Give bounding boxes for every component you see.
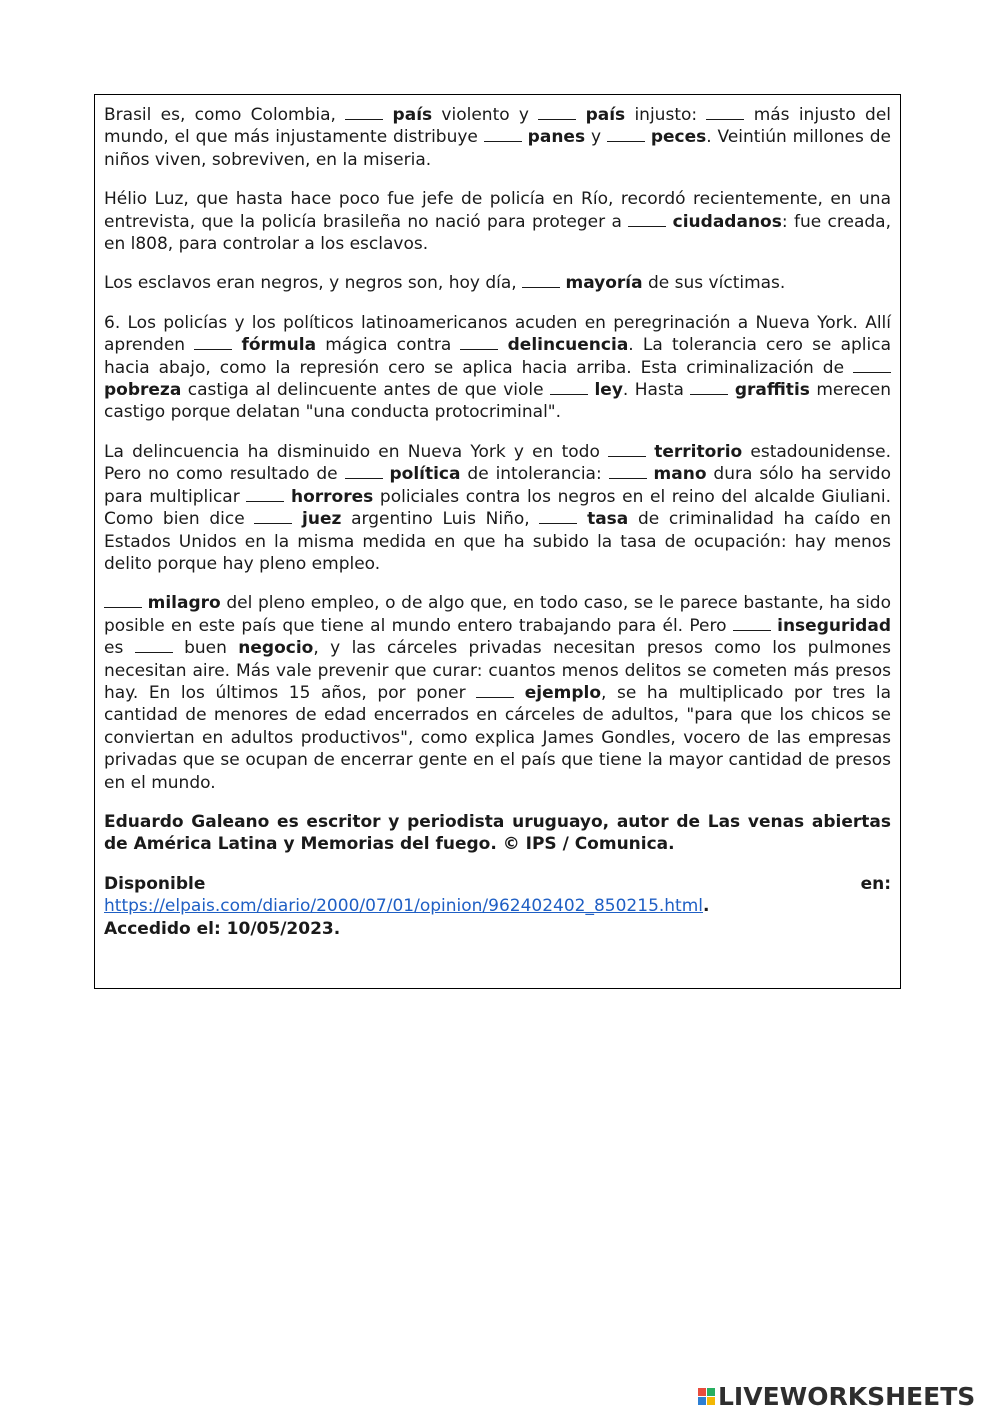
blank-field[interactable] [345, 118, 383, 120]
blank-field[interactable] [460, 348, 498, 350]
blank-field[interactable] [246, 500, 284, 502]
keyword: ciudadanos [672, 211, 782, 232]
keyword: juez [302, 509, 342, 530]
keyword: inseguridad [777, 615, 891, 636]
keyword: panes [527, 127, 586, 148]
paragraph-5: La delincuencia ha disminuido en Nueva York y en todo territorio estadounidense. Pero no como resultado de política de intolerancia: mano dura sólo ha servido para multiplicar horrores policiales contra los negros en el reino del alcalde Giuliani. Como bien dice juez argentino Luis Niño, tasa de criminalidad ha caído en Estados Unidos en la misma medida en que ha subido la tasa de ocupación: hay menos delito porque hay pleno empleo. [104, 441, 892, 574]
keyword: fórmula [241, 335, 317, 356]
paragraph-4: 6. Los policías y los políticos latinoamericanos acuden en peregrinación a Nueva York. Allí aprenden fórmula mágica contra delincuencia. La tolerancia cero se aplica hacia abajo, como la represión cero se aplica hacia arriba. Esta criminalización de pobreza castiga al delincuente antes de que viole ley. Hasta graffitis merecen castigo porque delatan "una conducta protocriminal". [104, 312, 892, 423]
logo-square-icon [698, 1388, 706, 1396]
keyword: negocio [238, 638, 314, 659]
keyword: peces [650, 127, 707, 148]
logo-square-icon [707, 1397, 715, 1405]
blank-field[interactable] [733, 629, 771, 631]
blank-field[interactable] [476, 696, 514, 698]
keyword: mayoría [565, 273, 643, 294]
logo-mark-icon [698, 1388, 715, 1405]
blank-field[interactable] [194, 348, 232, 350]
keyword: graffitis [734, 380, 810, 401]
blank-field[interactable] [345, 477, 383, 479]
source-link-line: https://elpais.com/diario/2000/07/01/opinion/962402402_850215.html. [104, 896, 710, 917]
logo-square-icon [707, 1388, 715, 1396]
paragraph-3: Los esclavos eran negros, y negros son, hoy día, mayoría de sus víctimas. [104, 273, 786, 294]
blank-field[interactable] [607, 140, 645, 142]
author-credit: Eduardo Galeano es escritor y periodista uruguayo, autor de Las venas abiertas de América Latina y Memorias del fuego. © IPS / Comunica. [104, 811, 891, 855]
blank-field[interactable] [539, 522, 577, 524]
logo-text: LIVEWORKSHEETS [718, 1381, 976, 1411]
blank-field[interactable] [608, 455, 646, 457]
keyword: país [392, 105, 433, 125]
paragraph-6: milagro del pleno empleo, o de algo que, en todo caso, se le parece bastante, ha sido posible en este país que tiene al mundo entero trabajando para él. Pero inseguridad es buen negocio, y las cárceles privadas necesitan presos como los pulmones necesitan aire. Más vale prevenir que curar: cuantos menos delitos se cometen más presos hay. En los últimos 15 años, por poner ejemplo, se ha multiplicado por tres la cantidad de menores de edad encerrados en cárceles de adultos, "para que los chicos se conviertan en adultos productivos", como explica James Gondles, vocero de las empresas privadas que se ocupan de encerrar gente en el país que tiene la mayor cantidad de presos en el mundo. [104, 593, 892, 793]
accessed-date: Accedido el: 10/05/2023. [104, 918, 341, 939]
keyword: tasa [587, 509, 629, 530]
keyword: mano [653, 464, 707, 485]
blank-field[interactable] [104, 606, 142, 608]
blank-field[interactable] [628, 225, 666, 227]
keyword: país [585, 105, 626, 125]
available-line: Disponible en: [104, 873, 891, 894]
blank-field[interactable] [550, 393, 588, 395]
keyword: política [389, 464, 461, 485]
article-box [94, 94, 901, 989]
blank-field[interactable] [484, 140, 522, 142]
liveworksheets-logo[interactable] [698, 1381, 975, 1411]
keyword: ejemplo [524, 682, 602, 703]
blank-field[interactable] [853, 371, 891, 373]
blank-field[interactable] [538, 118, 576, 120]
keyword: pobreza [104, 380, 182, 401]
logo-square-icon [698, 1397, 706, 1405]
keyword: territorio [654, 441, 743, 462]
source-link[interactable]: https://elpais.com/diario/2000/07/01/opinion/962402402_850215.html [104, 896, 704, 917]
keyword: horrores [291, 486, 374, 507]
blank-field[interactable] [522, 286, 560, 288]
keyword: milagro [147, 593, 221, 614]
blank-field[interactable] [135, 651, 173, 653]
keyword: ley [594, 380, 623, 401]
keyword: delincuencia [507, 335, 629, 356]
blank-field[interactable] [690, 393, 728, 395]
blank-field[interactable] [706, 118, 744, 120]
blank-field[interactable] [254, 522, 292, 524]
paragraph-2: Hélio Luz, que hasta hace poco fue jefe de policía en Río, recordó recientemente, en una entrevista, que la policía brasileña no nació para proteger a ciudadanos: fue creada, en l808, para controlar a los esclavos. [104, 189, 891, 255]
blank-field[interactable] [609, 477, 647, 479]
paragraph-1: Brasil es, como Colombia, país violento y país injusto: más injusto del mundo, el que más injustamente distribuye panes y peces. Veintiún millones de niños viven, sobreviven, en la miseria. [104, 105, 891, 170]
